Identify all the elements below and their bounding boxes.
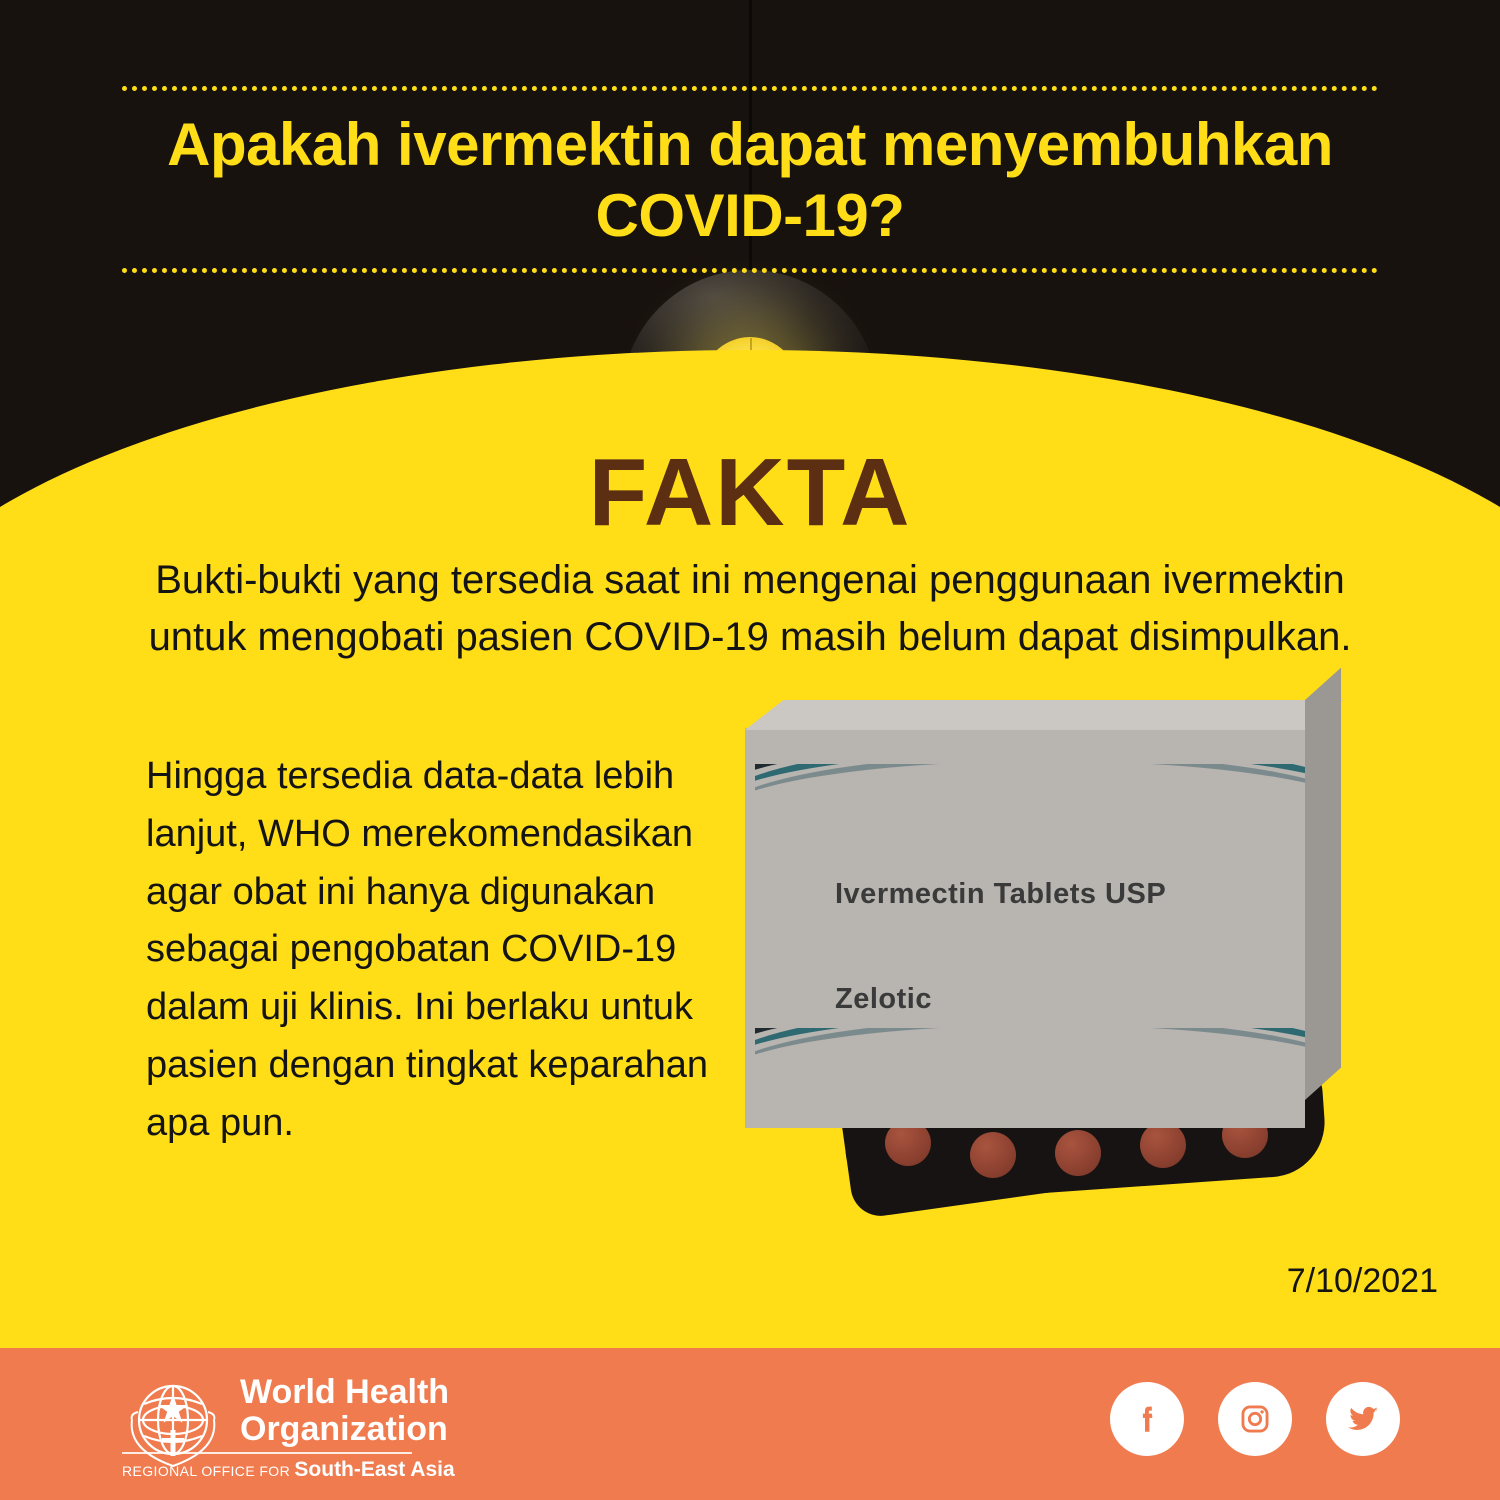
page-title: Apakah ivermektin dapat menyembuhkan COVID-19? xyxy=(167,111,1333,249)
who-name-line1: World Health xyxy=(240,1373,450,1411)
pill xyxy=(970,1132,1016,1178)
box-band-top xyxy=(755,764,1315,826)
box-band-bottom xyxy=(755,1028,1315,1090)
pill xyxy=(1055,1130,1101,1176)
medicine-illustration xyxy=(735,700,1355,1260)
social-links xyxy=(1110,1382,1400,1456)
box-product-label: Ivermectin Tablets USP xyxy=(835,878,1167,910)
twitter-icon[interactable] xyxy=(1326,1382,1400,1456)
body-paragraph: Hingga tersedia data-data lebih lanjut, WHO merekomendasikan agar obat ini hanya digunakan sebagai pengobatan COVID-19 dalam uji klinis. Ini berlaku untuk pasien dengan tingkat keparahan apa pun. xyxy=(146,755,709,1144)
medicine-box xyxy=(745,728,1305,1128)
date-stamp: 7/10/2021 xyxy=(1286,1262,1438,1300)
who-region-prefix: REGIONAL OFFICE FOR xyxy=(122,1463,291,1479)
box-side-face xyxy=(1305,668,1341,1100)
divider-top xyxy=(122,86,1378,91)
box-top-face xyxy=(745,700,1343,730)
divider-bottom xyxy=(122,268,1378,273)
pill xyxy=(1140,1122,1186,1168)
who-region-name: South-East Asia xyxy=(294,1458,455,1481)
lead-paragraph: Bukti-bukti yang tersedia saat ini mengenai penggunaan ivermektin untuk mengobati pasien COVID-19 masih belum dapat disimpulkan. xyxy=(148,558,1352,659)
box-brand-label: Zelotic xyxy=(835,983,932,1015)
box-swoosh xyxy=(755,764,1315,826)
box-swoosh xyxy=(755,1028,1315,1090)
facebook-icon[interactable] xyxy=(1110,1382,1184,1456)
instagram-icon[interactable] xyxy=(1218,1382,1292,1456)
verdict-label: FAKTA xyxy=(588,439,912,546)
who-name-line2: Organization xyxy=(240,1409,448,1448)
who-region xyxy=(122,1458,542,1482)
who-rule xyxy=(122,1452,412,1454)
who-wordmark xyxy=(240,1374,449,1447)
